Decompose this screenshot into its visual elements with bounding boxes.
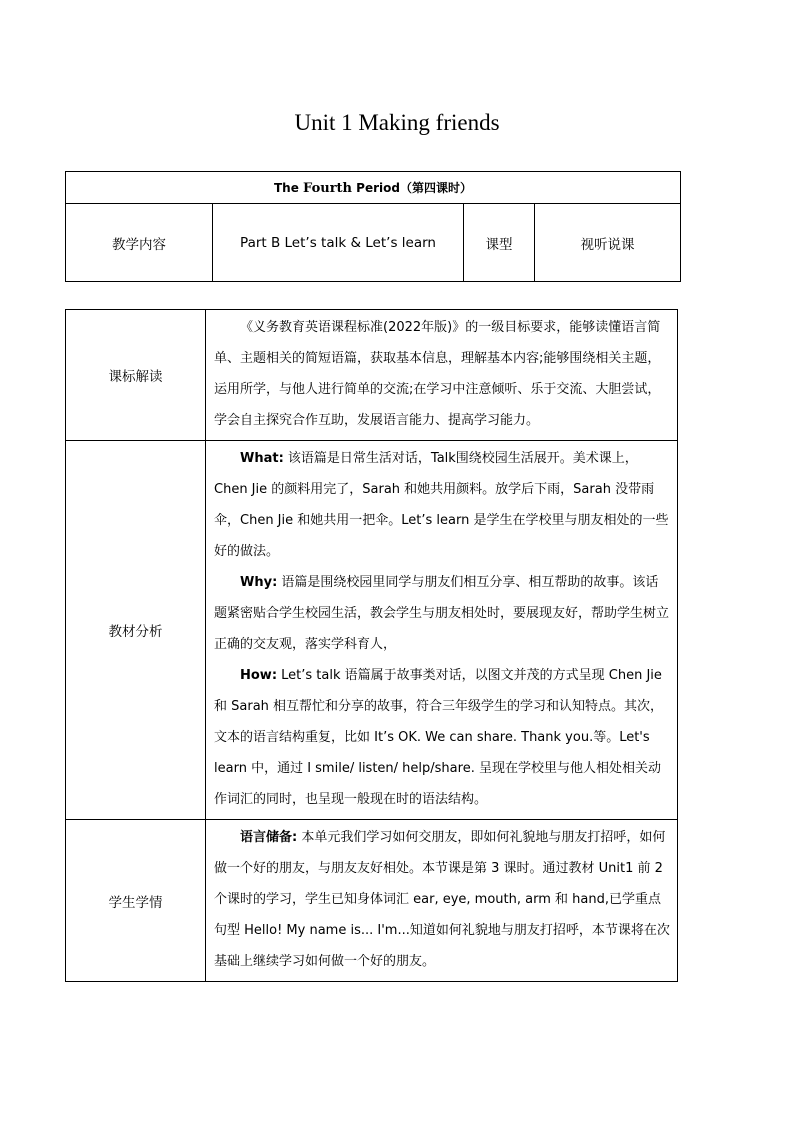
students-row [66,820,678,982]
how-text: Let’s talk 语篇属于故事类对话，以图文并茂的方式呈现 Chen Jie 和 Sarah 相互帮忙和分享的故事，符合三年级学生的学习和认知特点。其次，文本的语言结构重复，比如 It’s OK. We can share. Thank you.等。Let's learn 中，通过 I smile/ listen/ help/share. 呈现在学校里与他人相处相关动作词汇的同时，也呈现一般现在时的语法结构。 [214,668,664,807]
curriculum-content [206,310,678,441]
period-suffix: Period（第四课时） [352,181,472,195]
textbook-content [206,441,678,820]
what-text: 该语篇是日常生活对话，Talk围绕校园生活展开。美术课上，Chen Jie 的颜料用完了，Sarah 和她共用颜料。放学后下雨，Sarah 没带雨伞，Chen Jie 和她共用一把伞。Let’s learn 是学生在学校里与朋友相处的一些好的做法。 [214,451,669,559]
students-label: 学生学情 [66,820,206,982]
why-paragraph [214,567,671,660]
textbook-label: 教材分析 [66,441,206,820]
curriculum-label: 课标解读 [66,310,206,441]
lesson-type-value: 视听说课 [535,204,681,282]
curriculum-row [66,310,678,441]
period-word: Fourth [303,181,352,196]
lesson-type-label: 课型 [464,204,535,282]
curriculum-text: 《义务教育英语课程标准(2022年版)》的一级目标要求，能够读懂语言简单、主题相关的简短语篇，获取基本信息，理解基本内容;能够围绕相关主题，运用所学，与他人进行简单的交流;在学习中注意倾听、乐于交流、大胆尝试，学会自主探究合作互助，发展语言能力、提高学习能力。 [214,320,661,428]
why-text: 语篇是围绕校园里同学与朋友们相互分享、相互帮助的故事。该话题紧密贴合学生校园生活，教会学生与朋友相处时，要展现友好，帮助学生树立正确的交友观，落实学科育人， [214,575,670,652]
what-paragraph [214,443,671,567]
language-reserve-text: 本单元我们学习如何交朋友，即如何礼貌地与朋友打招呼，如何做一个好的朋友，与朋友友好相处。本节课是第 3 课时。通过教材 Unit1 前 2 个课时的学习，学生已知身体词汇 ear, eye, mouth, arm 和 hand,已学重点句型 Hello! My name is... I'm...知道如何礼貌地与朋友打招呼，本节课将在次基础上继续学习如何做一个好的朋友。 [214,830,670,969]
textbook-row [66,441,678,820]
period-cell [66,172,681,204]
period-prefix: The [274,181,304,195]
document-title: Unit 1 Making friends [294,110,500,135]
lesson-analysis-table [65,309,678,982]
language-reserve-label: 语言储备: [240,830,298,845]
why-label: Why: [240,575,278,590]
teaching-content-value: Part B Let’s talk & Let’s learn [213,204,464,282]
teaching-content-label: 教学内容 [66,204,213,282]
how-paragraph [214,660,671,815]
what-label: What: [240,451,284,466]
students-paragraph [214,822,671,977]
how-label: How: [240,668,278,683]
lesson-header-table [65,171,681,282]
students-content [206,820,678,982]
